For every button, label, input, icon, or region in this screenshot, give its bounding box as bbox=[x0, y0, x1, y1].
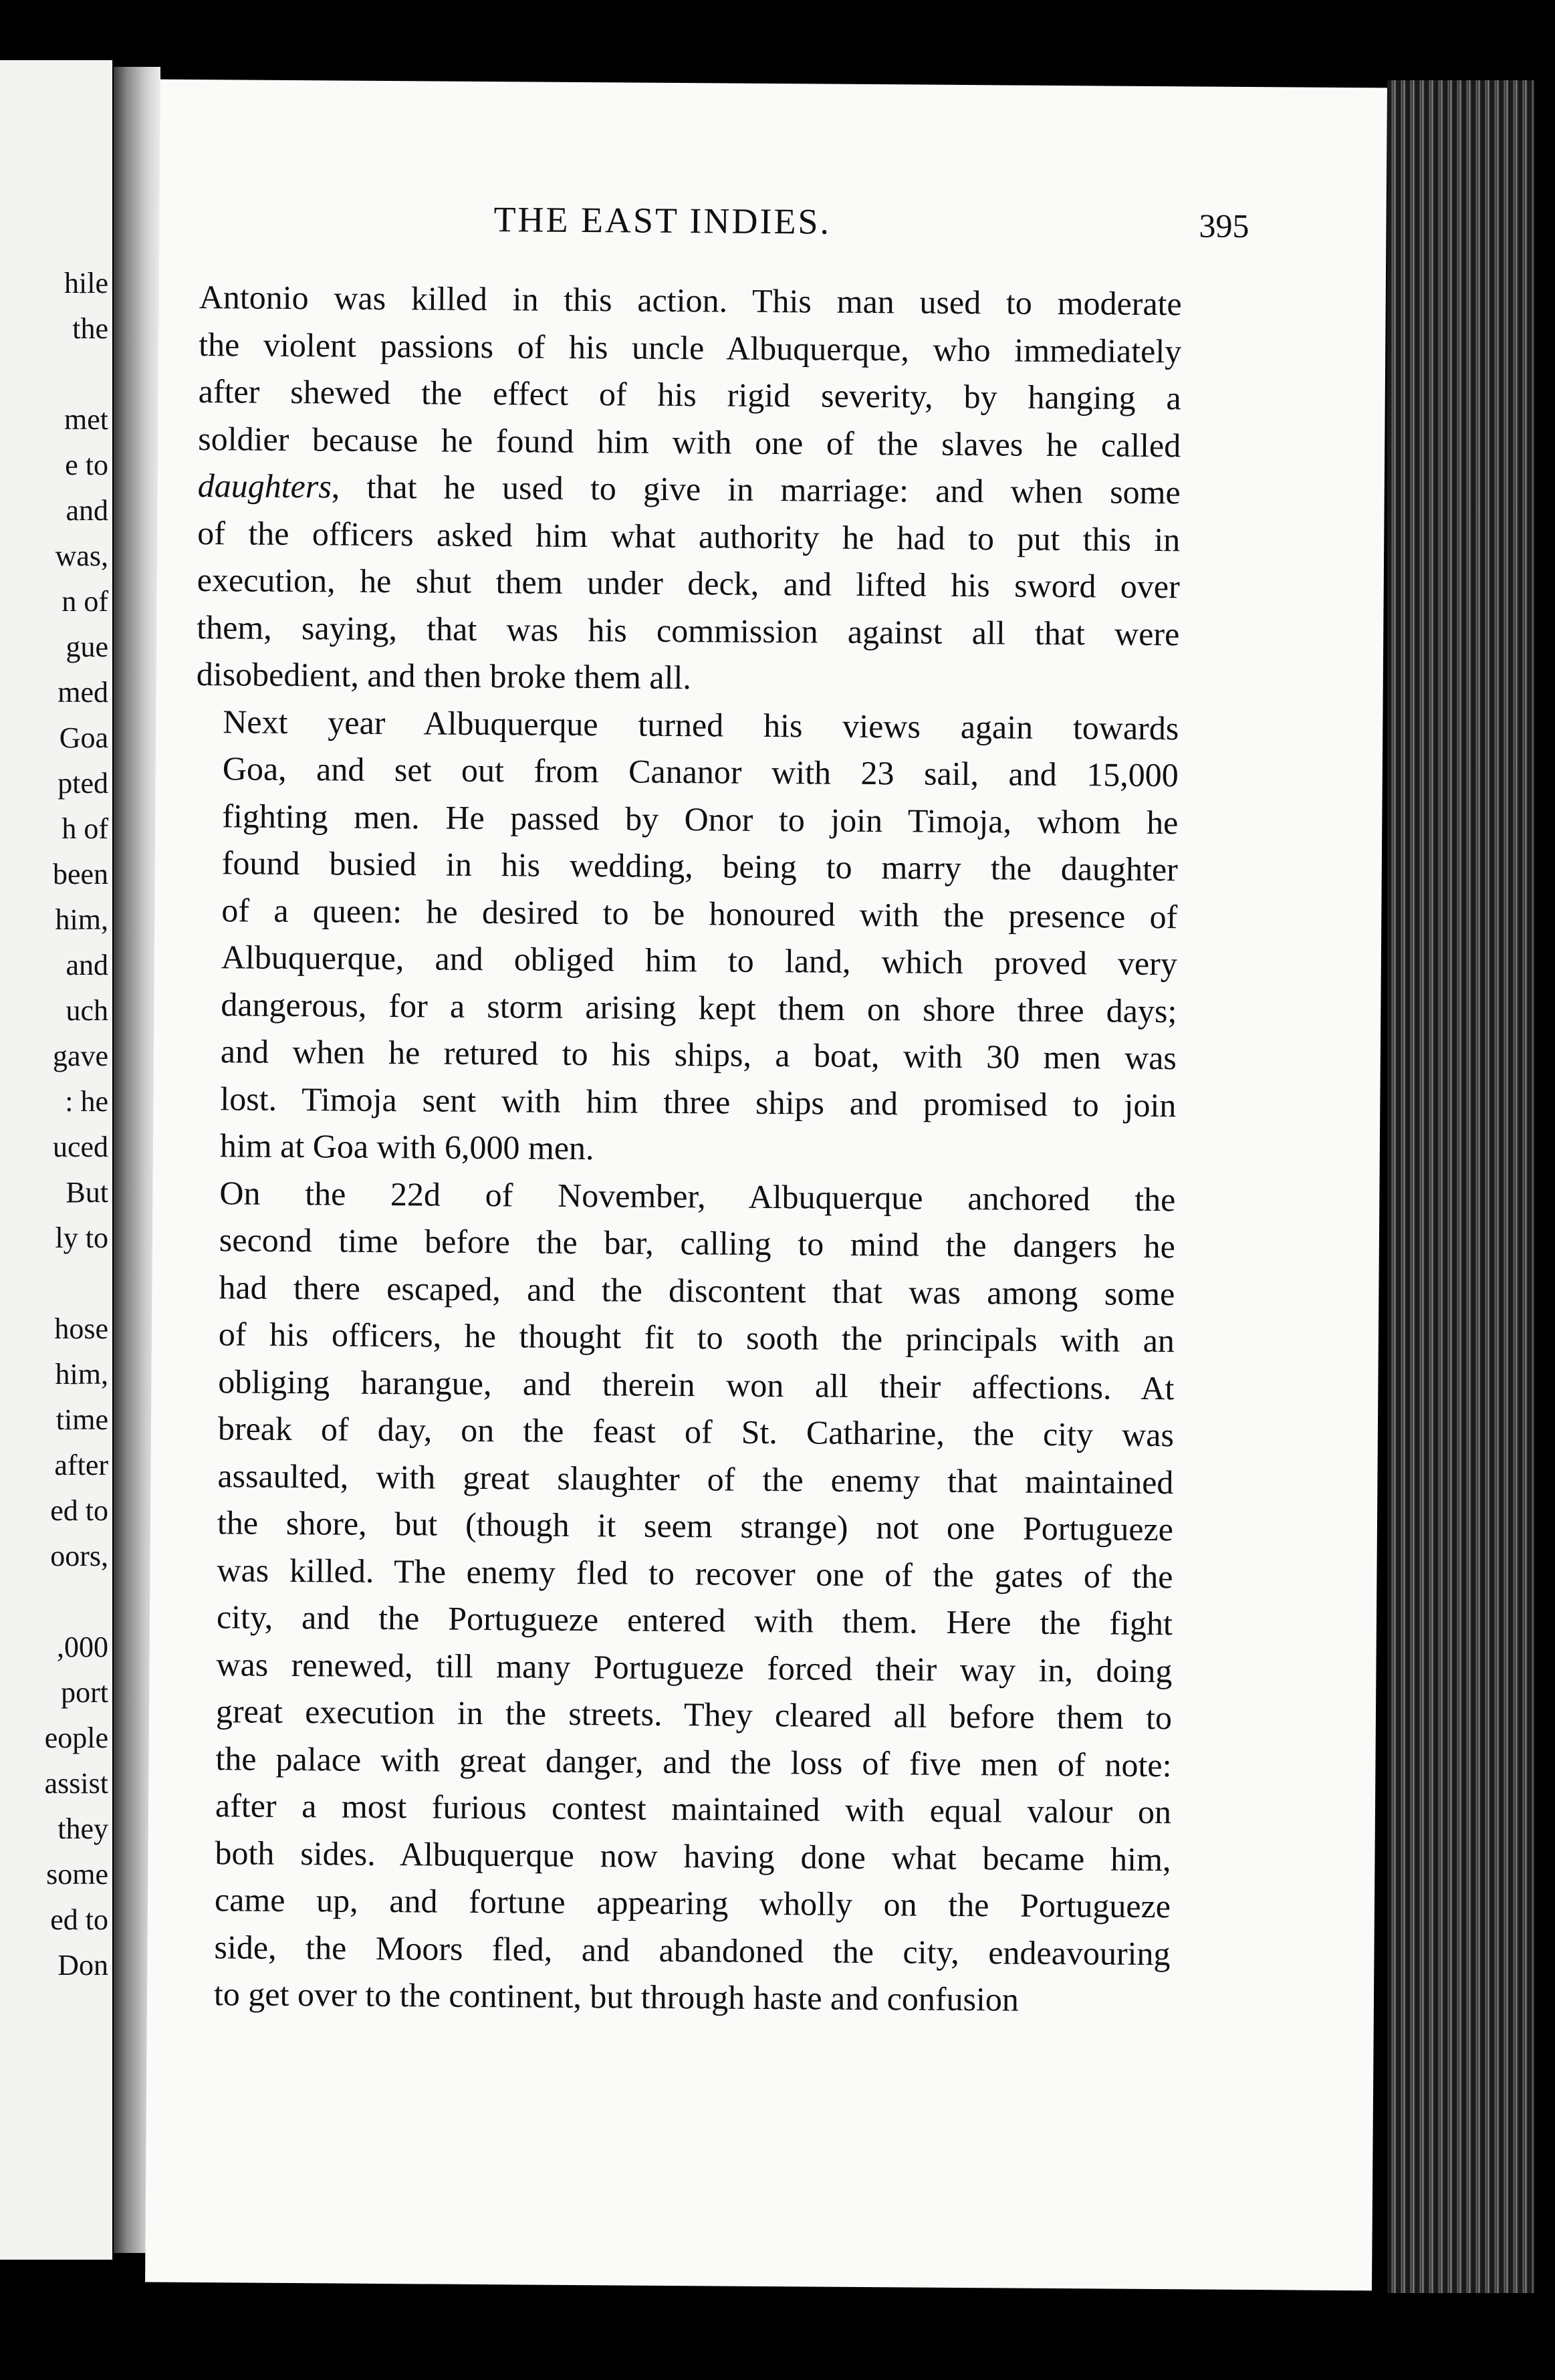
text-line: the shore, but (though it seem strange) not one Portugueze bbox=[217, 1504, 1174, 1548]
text-line: after shewed the effect of his rigid severity, by hanging a bbox=[198, 372, 1181, 417]
left-page-line: ed to bbox=[50, 1494, 108, 1527]
left-page-line: hile bbox=[64, 267, 108, 300]
left-page-line: n of bbox=[62, 585, 108, 618]
left-page-line: h of bbox=[62, 812, 108, 845]
text-line: to get over to the continent, but through haste and confusion bbox=[213, 1975, 1020, 2018]
left-page-line: gue bbox=[66, 630, 108, 663]
text-line: Goa, and set out from Cananor with 23 sail, and 15,000 bbox=[222, 749, 1179, 794]
left-page-line: him, bbox=[55, 1358, 108, 1391]
text-line: the violent passions of his uncle Albuquerque, who immediately bbox=[199, 325, 1182, 370]
left-page-line: assist bbox=[44, 1767, 108, 1800]
left-page-line bbox=[45, 1261, 108, 1306]
text-line: had there escaped, and the discontent that was among some bbox=[219, 1268, 1175, 1312]
left-page-line: ly to bbox=[55, 1221, 108, 1254]
text-line: after a most furious contest maintained with equal valour on bbox=[215, 1786, 1172, 1831]
left-page-line: ed to bbox=[50, 1903, 108, 1936]
body-text bbox=[187, 273, 1182, 2024]
paragraph bbox=[187, 1169, 1176, 2024]
page-header bbox=[159, 197, 1387, 265]
text-line: of a queen: he desired to be honoured with the presence of bbox=[221, 890, 1178, 935]
text-line: dangerous, for a storm arising kept them on shore three days; bbox=[221, 985, 1177, 1030]
text-line: break of day, on the feast of St. Catharine, the city was bbox=[217, 1409, 1175, 1454]
left-page-line: hose bbox=[54, 1312, 108, 1345]
text-line: was killed. The enemy fled to recover one of the gates of the bbox=[217, 1550, 1173, 1595]
text-line: of his officers, he thought fit to sooth the principals with an bbox=[218, 1315, 1175, 1360]
paragraph bbox=[197, 273, 1182, 705]
text-line: both sides. Albuquerque now having done what became him, bbox=[215, 1833, 1171, 1878]
text-line: assaulted, with great slaughter of the enemy that maintained bbox=[217, 1456, 1174, 1501]
left-page-text bbox=[45, 261, 108, 1988]
text-line: was renewed, till many Portugueze forced their way in, doing bbox=[216, 1645, 1173, 1689]
left-page-line: oors, bbox=[50, 1540, 108, 1572]
left-page-line bbox=[45, 1579, 108, 1625]
text-line: side, the Moors fled, and abandoned the city, endeavouring bbox=[214, 1927, 1171, 1972]
text-line: obliging harangue, and therein won all their affections. At bbox=[218, 1362, 1175, 1407]
left-page-line: eople bbox=[44, 1721, 108, 1754]
left-page-line: met bbox=[64, 403, 108, 436]
text-line: disobedient, and then broke them all. bbox=[196, 654, 692, 697]
text-line: of the officers asked him what authority he had to put this in bbox=[197, 513, 1181, 558]
text-line: On the 22d of November, Albuquerque anchored the bbox=[219, 1173, 1176, 1218]
left-page-line: med bbox=[57, 676, 108, 709]
text-line: came up, and fortune appearing wholly on the Portugueze bbox=[214, 1881, 1171, 1925]
text-line: execution, he shut them under deck, and lifted his sword over bbox=[197, 560, 1180, 606]
text-line: him at Goa with 6,000 men. bbox=[219, 1126, 594, 1167]
left-page-line: uch bbox=[66, 994, 108, 1027]
text-line: found busied in his wedding, being to marry the daughter bbox=[221, 844, 1179, 888]
text-line: daughters, that he used to give in marriage: and when some bbox=[197, 466, 1181, 511]
text-line: Next year Albuquerque turned his views again towards bbox=[223, 702, 1179, 747]
text-line: Albuquerque, and obliged him to land, which proved very bbox=[221, 938, 1178, 983]
left-page-line: gave bbox=[52, 1040, 108, 1072]
left-page-line: time bbox=[55, 1403, 108, 1436]
text-line: city, and the Portugueze entered with them. Here the fight bbox=[216, 1598, 1173, 1643]
text-line: second time before the bar, calling to mind the dangers he bbox=[219, 1221, 1176, 1266]
book-fore-edge bbox=[1387, 80, 1534, 2293]
main-page bbox=[145, 80, 1387, 2291]
text-line: Antonio was killed in this action. This man used to moderate bbox=[199, 278, 1182, 323]
left-page-line: port bbox=[61, 1676, 108, 1709]
left-page-line: pted bbox=[57, 767, 108, 800]
left-page-line: ,000 bbox=[57, 1631, 108, 1663]
text-line: soldier because he found him with one of the slaves he called bbox=[198, 419, 1181, 464]
paragraph bbox=[193, 697, 1179, 1175]
left-page-line: and bbox=[66, 949, 108, 981]
page-number: 395 bbox=[1199, 207, 1249, 245]
left-page-line: e to bbox=[65, 449, 108, 481]
left-page-line bbox=[45, 352, 108, 397]
left-page-line: Goa bbox=[59, 721, 108, 754]
left-page-line: and bbox=[66, 494, 108, 527]
left-page-line: after bbox=[54, 1449, 108, 1481]
text-line: fighting men. He passed by Onor to join Timoja, whom he bbox=[222, 796, 1179, 841]
left-page-line: him, bbox=[55, 903, 108, 936]
text-line: great execution in the streets. They cleared all before them to bbox=[215, 1692, 1173, 1737]
left-page-line: some bbox=[46, 1858, 108, 1891]
left-facing-page bbox=[0, 60, 112, 2260]
left-page-line: Don bbox=[57, 1949, 108, 1982]
running-head: THE EAST INDIES. bbox=[493, 199, 832, 242]
left-page-line: was, bbox=[55, 540, 108, 572]
left-page-line: they bbox=[57, 1812, 108, 1845]
left-page-line: But bbox=[66, 1176, 108, 1209]
left-page-line: the bbox=[72, 312, 108, 345]
left-page-line: uced bbox=[52, 1130, 108, 1163]
text-line: the palace with great danger, and the loss of five men of note: bbox=[215, 1739, 1172, 1784]
text-line: lost. Timoja sent with him three ships and promised to join bbox=[220, 1079, 1177, 1124]
text-line: and when he retured to his ships, a boat, with 30 men was bbox=[220, 1032, 1177, 1077]
left-page-line: : he bbox=[65, 1085, 108, 1118]
text-line: them, saying, that was his commission against all that were bbox=[197, 608, 1180, 652]
left-page-line: been bbox=[52, 858, 108, 890]
